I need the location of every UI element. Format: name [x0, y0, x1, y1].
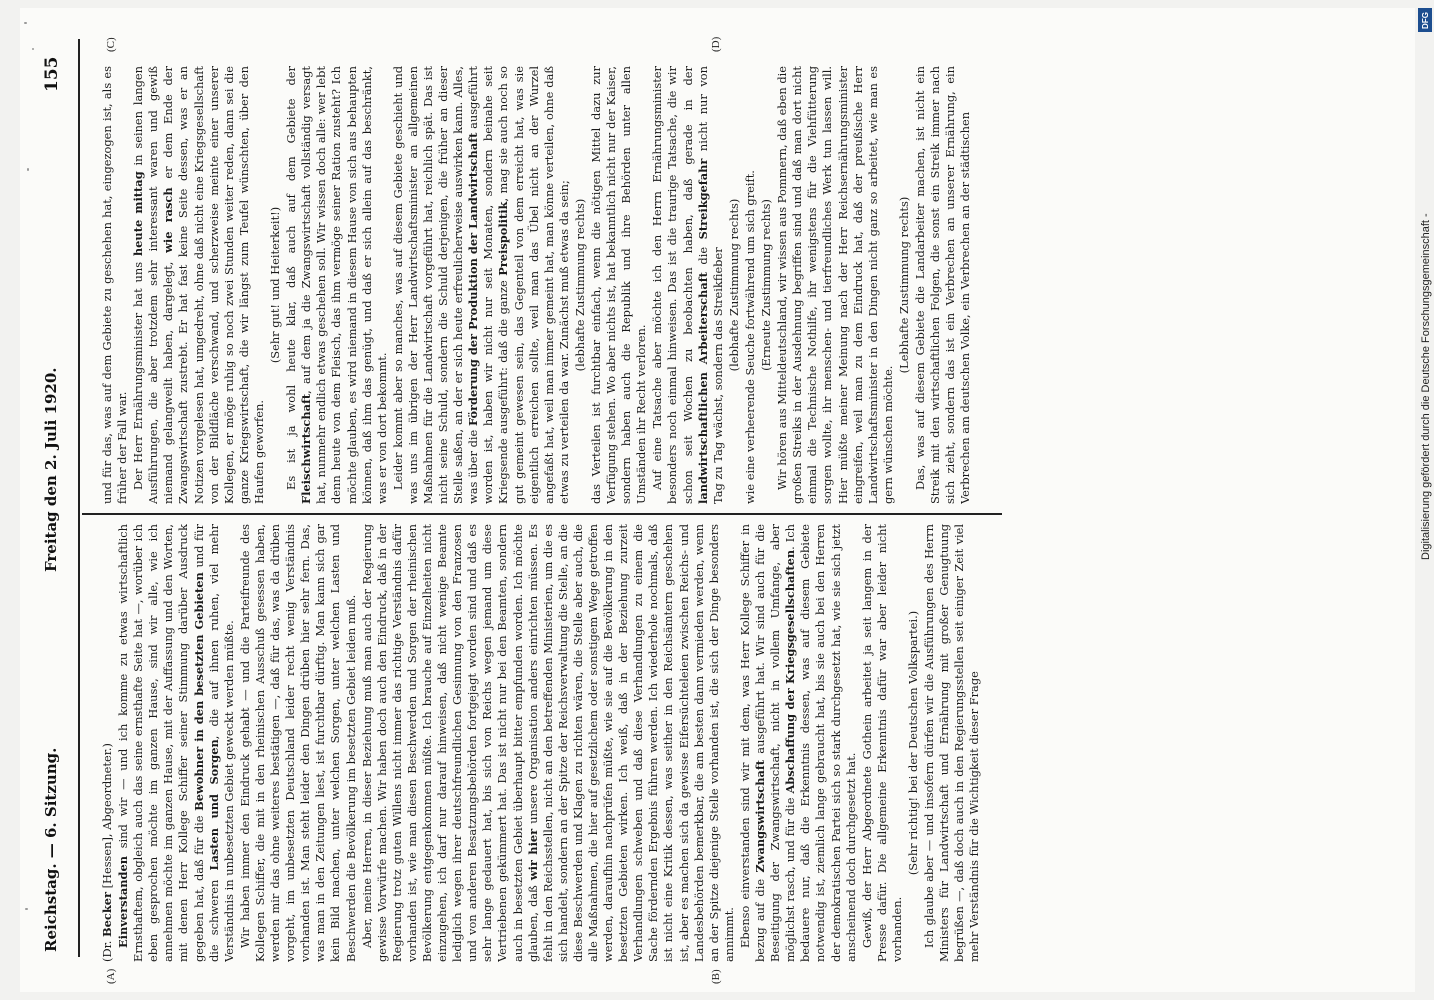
text-column-right	[100, 66, 1005, 504]
margin-mark-c: (C)	[105, 37, 117, 52]
paragraph: wie eine verheerende Seuche fortwährend um sich greift.	[742, 170, 757, 504]
paragraph: Ich glaube aber — und insofern dürfen wir die Ausführungen des Herrn Ministers für Landwirtschaft und Ernährung mit großer Genugtuung begrüßen —, daß doch auch in den Regierungsstellen seit einiger Zeit viel mehr Verständnis für die Wichtigkeit dieser Frage	[922, 524, 982, 962]
margin-mark-b: (B)	[710, 969, 722, 984]
scan-speck	[32, 48, 34, 50]
scan-speck	[27, 168, 29, 171]
paragraph: das Verteilen ist furchtbar einfach, wenn die nötigen Mittel dazu zur Verfügung stehen. Wo aber nichts ist, hat bekanntlich nicht nur der Kaiser, sondern haben auch die Republik und ihre Behörden unter allen Umständen ihr Recht verloren.	[589, 66, 649, 504]
text-column-left	[100, 524, 1005, 962]
header-right: Freitag den 2. Juli 1920.	[42, 367, 60, 572]
paragraph: (Sehr gut! und Heiterkeit!)	[268, 206, 283, 364]
paragraph: Es ist ja wohl heute klar, daß auch auf dem Gebiete der Fleischwirtschaft, auf dem ja die Zwangswirtschaft vollständig versagt hat, nunmehr endlich etwas geschehen soll. Wir wissen doch alle: wer lebt denn heute von dem Fleisch, das ihm vermöge seiner Ration zusteht? Ich möchte glauben, es wird niemand in diesem Hause von sich aus behaupten können, daß ihm das genügt, und daß er sich allein auf das beschränkt, was er von dort bekommt.	[284, 66, 389, 504]
paragraph: Wir haben immer den Eindruck gehabt — und die Parteifreunde des Kollegen Schiffer, die mit in den rheinischen Ausschuß gesessen haben, werden mir das ohne weiteres bestätigen —, daß für das, was da drüben vorgeht, im unbesetzten Deutschland leider recht wenig Verständnis vorhanden ist. Man steht leider den Dingen drüben hier sehr fern. Das, was man in den Zeitungen liest, ist furchtbar dürftig. Man kann sich gar kein Bild machen, unter welchen Sorgen, unter welchen Lasten und Beschwerden die Bevölkerung im besetzten Gebiet leiden muß.	[237, 524, 358, 962]
scanned-page	[20, 8, 1415, 992]
paragraph: Der Herr Ernährungsminister hat uns heute mittag in seinen langen Ausführungen, die aber trotzdem sehr interessant waren und gewiß niemand gelangweilt haben, dargelegt, wie rasch er dem Ende der Zwangswirtschaft zustrebt. Er hat fast keine Seite dessen, was er an Notizen vorgelesen hat, umgedreht, ohne daß nicht eine Kriegsgesellschaft von der Bildfläche verschwand, und scherzweise meinte einer unserer Kollegen, er möge ruhig so noch zwei Stunden weiter reden, dann sei die ganze Kriegswirtschaft, die wir längst zum Teufel wünschten, über den Haufen geworfen.	[131, 66, 266, 504]
paragraph: (Sehr richtig! bei der Deutschen Volkspartei.)	[905, 610, 920, 876]
header-left: Reichstag. — 6. Sitzung.	[42, 747, 60, 952]
paragraph: Aber, meine Herren, in dieser Beziehung muß man auch der Regierung gewisse Vorwürfe machen. Wir haben doch auch den Eindruck, daß in der Regierung trotz guten Willens nicht immer das richtige Verständnis dafür vorhanden ist, wie man diesen Beschwerden und Sorgen der rheinischen Bevölkerung entgegenkommen müßte. Ich brauche auf Einzelheiten nicht einzugehen, ich darf nur darauf hinweisen, daß nicht wenige Beamte lediglich wegen ihrer deutschfreundlichen Gesinnung von den Franzosen und von anderen Besatzungsbehörden fortgejagt worden sind und daß es sehr lange gedauert hat, bis sich von Reichs wegen jemand um diese Vertriebenen gekümmert hat. Das ist nicht nur bei den Beamten, sondern auch in besetzten Gebiet überhaupt bitter empfunden worden. Ich möchte glauben, daß wir hier unsere Organisation anders einrichten müssen. Es fehlt in den Reichsstellen, nicht an den betreffenden Ministerien, um die es sich handelt, sondern an der Spitze der Reichsverwaltung die Stelle, an die diese Beschwerden und Klagen zu richten wären, die Stelle aber auch, die alle Maßnahmen, die hier auf gesetzlichem oder sonstigem Wege getroffen werden, daraufhin nachprüfen müßte, wie sie auf die Bevölkerung in den besetzten Gebieten wirken. Ich weiß, daß in der Beziehung zurzeit Verhandlungen schweben und daß diese Verhandlungen zu einem die Sache fördernden Ergebnis führen werden. Ich wiederhole nochmals, daß ist nicht eine Kritik dessen, was seither in den Reichsämtern geschehen ist, aber es machen sich da gewisse Eifersüchteleien zwischen Reichs- und Landesbehörden bemerkbar, die am besten dann vermieden werden, wenn an der Spitze diejenige Stelle vorhanden ist, die sich der Dinge besonders annimmt.	[359, 524, 736, 962]
scan-speck	[24, 22, 27, 24]
paragraph: Auf eine Tatsache aber möchte ich den Herrn Ernährungsminister besonders noch einmal hinweisen. Das ist die traurige Tatsache, die wir schon seit Wochen zu beobachten haben, daß gerade in der landwirtschaftlichen Arbeiterschaft die Streikgefahr nicht nur von Tag zu Tag wächst, sondern das Streikfieber	[650, 66, 725, 504]
header-rule	[78, 39, 80, 957]
paragraph: und für das, was auf dem Gebiete zu geschehen hat, eingezogen ist, als es früher der Fall war.	[100, 66, 130, 504]
margin-mark-a: (A)	[105, 968, 117, 984]
column-divider	[82, 514, 1002, 516]
digitization-note: Digitalisierung gefördert durch die Deutsche Forschungsgemeinschaft -	[1420, 213, 1432, 560]
paragraph: (Dr. Becker [Hessen], Abgeordneter.)	[100, 743, 114, 962]
paragraph: Das, was auf diesem Gebiete die Landarbeiter machen, ist nicht ein Streik mit den wirtschaftlichen Folgen, die sonst ein Streik immer nach sich zieht, sondern das ist ein Verbrechen an unserer Ernährung, ein Verbrechen am deutschen Volke, ein Verbrechen an der städtischen	[912, 66, 973, 504]
scan-speck	[25, 908, 28, 910]
paragraph: Leider kommt aber so manches, was auf diesem Gebiete geschieht und was uns im übrigen der Herr Landwirtschaftsminister an allgemeinen Maßnahmen für die Landwirtschaft vorgeführt hat, reichlich spät. Das ist nicht seine Schuld, sondern die Schuld derjenigen, die früher an dieser Stelle saßen, an der er sich heute erfreulicherweise auswirken kann. Alles, was über die Förderung der Produktion der Landwirtschaft ausgeführt worden ist, haben wir nicht nur seit Monaten, sondern beinahe seit Kriegsende ausgeführt: daß die ganze Preispolitik, mag sie auch noch so gut gemeint gewesen sein, das Gegenteil von dem erreicht hat, was sie eigentlich erreichen sollte, weil man das Übel nicht an der Wurzel angefaßt hat, weil man immer gemeint hat, man könne verteilen, ohne daß etwas zu verteilen da war. Zunächst muß etwas da sein;	[390, 66, 571, 504]
paragraph: Wir hören aus Mitteldeutschland, wir wissen aus Pommern, daß eben die großen Streiks in der Ausdehnung begriffen sind und daß man dort nicht einmal die Technische Nothilfe, ihr wenigstens für die Viehfütterung sorgen wollte, ihr menschen- und tierfreundliches Werk tun lassen will. Hier müßte meiner Meinung nach der Herr Reichsernährungsminister eingreifen, weil man zu dem Eindruck hat, daß der preußische Herr Landwirtschaftsminister in den Dingen nicht ganz so arbeitet, wie man es gern wünschen möchte.	[775, 66, 895, 504]
paragraph: (lebhafte Zustimmung rechts)	[726, 198, 741, 372]
paragraph: Ebenso einverstanden sind wir mit dem, was Herr Kollege Schiffer in bezug auf die Zwangswirtschaft ausgeführt hat. Wir sind auch für die Beseitigung der Zwangswirtschaft, nicht in vollem Umfange, aber möglichst rasch, und für die Abschaffung der Kriegsgesellschaften. Ich bedauere nur, daß die Erkenntnis dessen, was auf diesem Gebiete notwendig ist, ziemlich lange gebraucht hat, bis sie auch bei den Herren der demokratischen Partei sich so stark durchgesetzt hat, wie sie sich jetzt anscheinend doch durchgesetzt hat.	[737, 524, 858, 962]
rotated-page-content	[20, 8, 1415, 992]
paragraph: (Lebhafte Zustimmung rechts)	[896, 196, 911, 374]
margin-mark-d: (D)	[710, 36, 722, 52]
page-number: 155	[42, 56, 62, 92]
paragraph: (Erneute Zustimmung rechts)	[759, 199, 774, 371]
paragraph: Gewiß, der Herr Abgeordnete Gothein arbeitet ja seit langem in der Presse dafür. Die allgemeine Erkenntnis dafür war aber leider nicht vorhanden.	[859, 524, 904, 962]
paragraph: Einverstanden sind wir — und ich komme zu etwas wirtschaftlich Ernsthaftem, obgleich auch das seine ernsthafte Seite hat —, worüber ich eben gesprochen möchte im ganzen Hause, sind wir alle, wie ich annehmen möchte im ganzen Hause, mit der Auffassung und den Worten, mit denen Herr Kollege Schiffer seiner Stimmung darüber Ausdruck gegeben hat, daß für die Bewohner in den besetzten Gebieten und für die schweren Lasten und Sorgen, die auf ihnen ruhen, viel mehr Verständnis in unbesetzten Gebiet geweckt werden müßte.	[116, 524, 236, 962]
dfg-logo-icon: DFG	[1418, 8, 1432, 32]
paragraph: (lebhafte Zustimmung rechts)	[572, 198, 587, 372]
